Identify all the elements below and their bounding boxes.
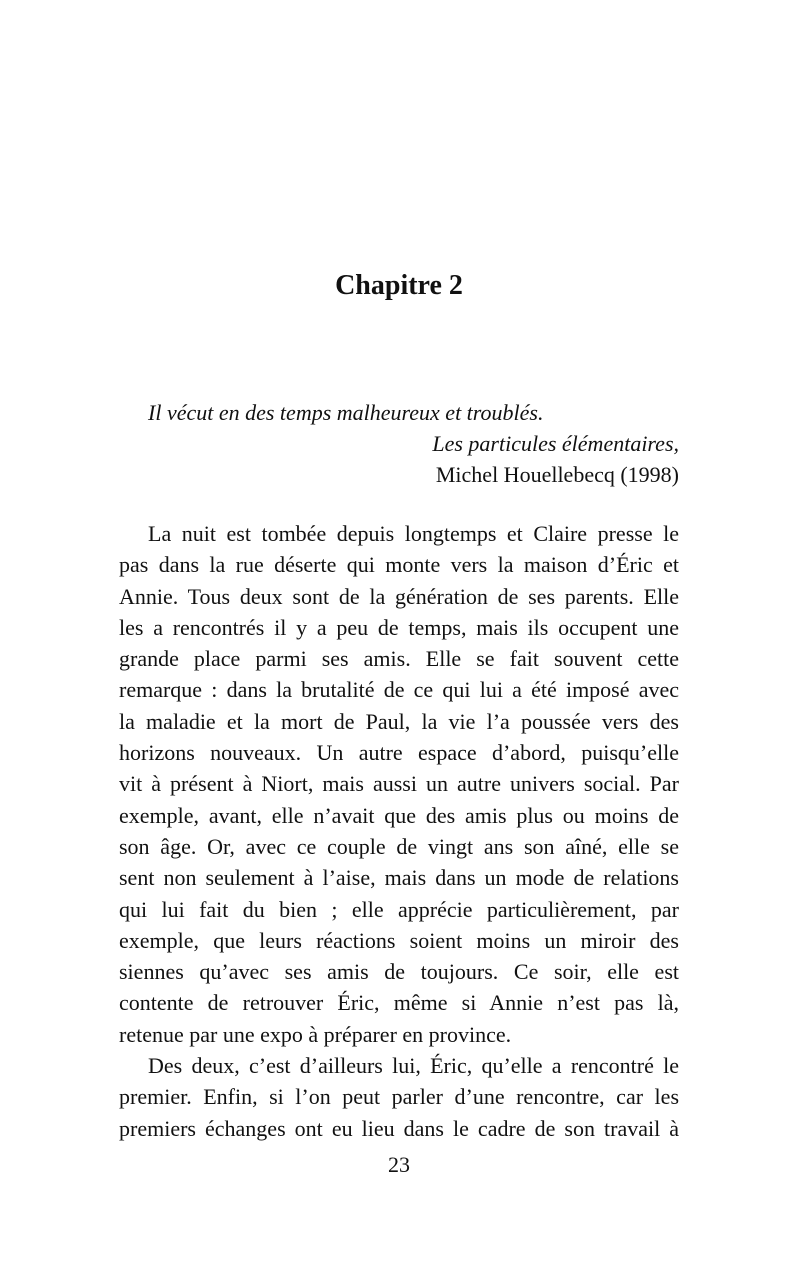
- text-line: exemple, que leurs réactions soient moins un miroir des: [119, 927, 679, 953]
- epigraph: [119, 397, 679, 490]
- text-line: horizons nouveaux. Un autre espace d’abord, puisqu’elle: [119, 740, 679, 766]
- text-line: pas dans la rue déserte qui monte vers la maison d’Éric et: [119, 552, 679, 578]
- page-number: 23: [388, 1152, 410, 1177]
- text-line: retenue par une expo à préparer en province.: [119, 1021, 512, 1047]
- epigraph-source: Les particules élémentaires,: [432, 431, 679, 456]
- body-text: [119, 518, 679, 1144]
- text-line: contente de retrouver Éric, même si Annie n’est pas là,: [119, 990, 679, 1016]
- text-line: Annie. Tous deux sont de la génération de ses parents. Elle: [119, 583, 679, 609]
- text-line: premier. Enfin, si l’on peut parler d’une rencontre, car les: [119, 1084, 679, 1110]
- text-line: exemple, avant, elle n’avait que des amis plus ou moins de: [119, 802, 679, 828]
- text-line: remarque : dans la brutalité de ce qui lui a été imposé avec: [119, 677, 679, 703]
- text-line: qui lui fait du bien ; elle apprécie particulièrement, par: [119, 896, 679, 922]
- text-line: la maladie et la mort de Paul, la vie l’a poussée vers des: [119, 708, 679, 734]
- text-line: siennes qu’avec ses amis de toujours. Ce soir, elle est: [119, 959, 679, 985]
- paragraph-1: [119, 518, 679, 1050]
- text-line: les a rencontrés il y a peu de temps, mais ils occupent une: [119, 614, 679, 640]
- text-line: sent non seulement à l’aise, mais dans un mode de relations: [119, 865, 679, 891]
- text-line: premiers échanges ont eu lieu dans le cadre de son travail à: [119, 1115, 679, 1141]
- text-line: vit à présent à Niort, mais aussi un autre univers social. Par: [119, 771, 679, 797]
- text-line: Des deux, c’est d’ailleurs lui, Éric, qu’elle a rencontré le: [148, 1053, 679, 1079]
- text-line: La nuit est tombée depuis longtemps et Claire presse le: [148, 521, 679, 546]
- epigraph-quote: Il vécut en des temps malheureux et troublés.: [148, 400, 544, 425]
- paragraph-2: [119, 1050, 679, 1144]
- text-line: grande place parmi ses amis. Elle se fait souvent cette: [119, 646, 679, 672]
- epigraph-author: Michel Houellebecq (1998): [435, 462, 679, 487]
- chapter-title: Chapitre 2: [335, 270, 463, 301]
- text-line: son âge. Or, avec ce couple de vingt ans son aîné, elle se: [119, 833, 679, 859]
